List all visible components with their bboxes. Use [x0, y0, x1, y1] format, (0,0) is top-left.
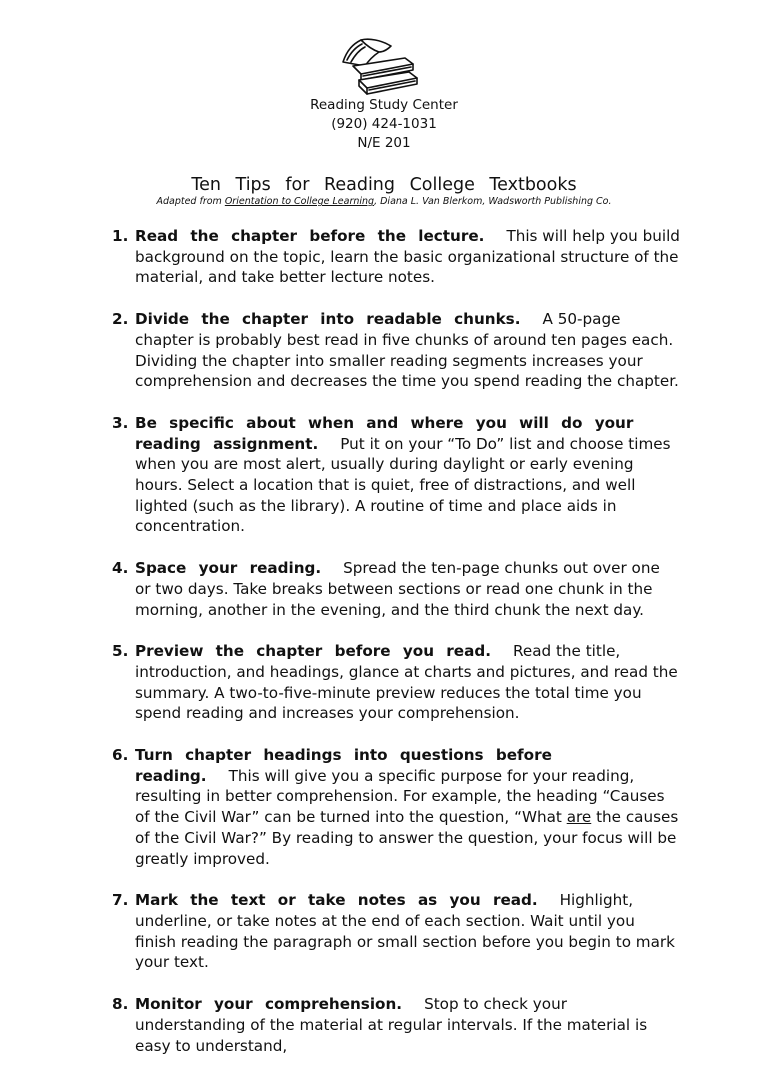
tip-body: This will help you build background on the topic, learn the basic organizational structure of the material, and take better lecture notes.	[135, 227, 680, 287]
center-address	[0, 96, 768, 153]
tip-body: Highlight, underline, or take notes at the end of each section. Wait until you finish reading the paragraph or small section before you begin to mark your text.	[135, 891, 675, 972]
tips-list	[108, 226, 680, 1077]
tip-body: A 50-page chapter is probably best read in five chunks of around ten pages each. Dividing the chapter into smaller reading segments increases your comprehension and decreases the time you spend reading the chapter.	[135, 310, 679, 391]
tip-heading: Preview the chapter before you read.	[135, 642, 491, 661]
tip-heading: Space your reading.	[135, 559, 322, 578]
citation-prefix: Adapted from	[156, 196, 225, 207]
source-citation	[0, 196, 768, 207]
tip-number: 2.	[112, 310, 129, 329]
tip-body-end: the causes of the Civil War?” By reading to answer the question, your focus will be greatly improved.	[135, 808, 679, 868]
citation-source-title: Orientation to College Learning	[224, 196, 375, 207]
tip-body-start: This will give you a specific purpose for your reading, resulting in better comprehension. For example, the heading “Causes of the Civil War” can be turned into the question, “What	[135, 766, 665, 827]
tip-body: Spread the ten-page chunks out over one or two days. Take breaks between sections or read one chunk in the morning, another in the evening, and the third chunk the next day.	[135, 559, 660, 619]
tip-item-5	[108, 641, 680, 724]
tip-item-7	[108, 890, 680, 973]
tip-number: 1.	[112, 227, 129, 245]
tip-item-4	[108, 558, 680, 620]
tip-number: 8.	[112, 995, 129, 1014]
tip-body: Put it on your “To Do” list and choose times when you are most alert, usually during daylight or early evening hours. Select a location that is quiet, free of distractions, and well lighted (such as the library). A routine of time and place aids in concentration.	[135, 434, 671, 536]
tip-item-8	[108, 994, 680, 1056]
center-phone: (920) 424-1031	[331, 116, 437, 132]
tip-item-3	[108, 413, 680, 537]
tip-heading: Be specific about when and where you will do your reading assignment.	[135, 413, 634, 453]
center-name: Reading Study Center	[310, 97, 458, 113]
tip-number: 4.	[112, 559, 129, 578]
stacked-books-icon	[329, 36, 421, 98]
tip-body-emphasis: are	[566, 808, 592, 827]
tip-number: 7.	[112, 891, 129, 910]
page-title: Ten Tips for Reading College Textbooks	[191, 175, 577, 195]
center-room: N/E 201	[357, 135, 411, 151]
tip-heading: Monitor your comprehension.	[135, 995, 403, 1014]
tip-number: 6.	[112, 746, 129, 765]
tip-heading: Read the chapter before the lecture.	[135, 227, 485, 245]
tip-number: 5.	[112, 642, 129, 661]
tip-item-2	[108, 309, 680, 392]
tip-heading: Turn chapter headings into questions before reading.	[135, 746, 552, 785]
tip-item-1	[108, 226, 680, 288]
tip-number: 3.	[112, 413, 129, 432]
citation-suffix: , Diana L. Van Blerkom, Wadsworth Publishing Co.	[374, 196, 612, 207]
tip-heading: Divide the chapter into readable chunks.	[135, 310, 521, 329]
tip-heading: Mark the text or take notes as you read.	[135, 891, 538, 910]
tip-body: Read the title, introduction, and headings, glance at charts and pictures, and read the summary. A two-to-five-minute preview reduces the total time you spend reading and increases your comprehension.	[135, 642, 678, 723]
tip-item-6	[108, 745, 680, 869]
tip-body: Stop to check your understanding of the material at regular intervals. If the material is easy to understand,	[135, 995, 648, 1055]
